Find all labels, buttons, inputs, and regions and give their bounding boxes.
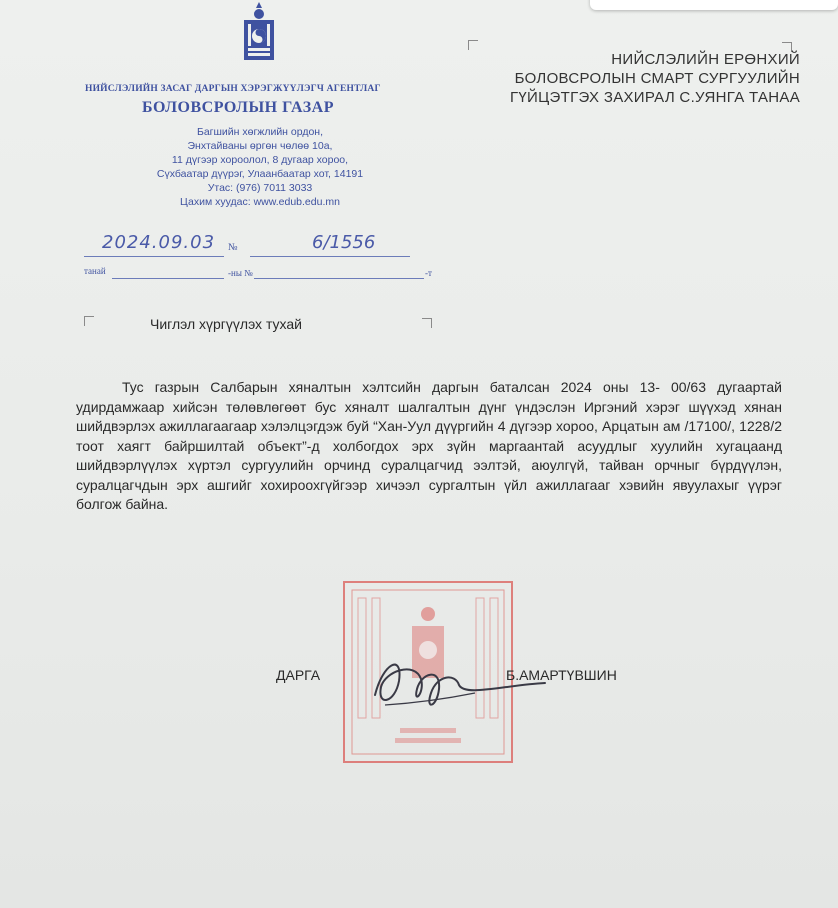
reply-date-line [112,278,224,279]
address-line: Цахим хуудас: www.edub.edu.mn [180,196,340,208]
reply-label-mid: -ны № [228,268,253,278]
address-line: Энхтайваны өргөн чөлөө 10а, [187,140,333,152]
org-address [95,125,425,209]
org-name-line2: БОЛОВСРОЛЫН ГАЗАР [142,99,334,116]
reply-number-line [254,278,424,279]
recipient-corner-mark [468,40,478,50]
recipient-line: НИЙСЛЭЛИЙН ЕРӨНХИЙ [611,51,800,68]
signatory-name: Б.АМАРТҮВШИН [506,667,617,683]
recipient-line: ГҮЙЦЭТГЭХ ЗАХИРАЛ С.УЯНГА ТАНАА [509,89,800,106]
reply-label-left: танай [84,266,106,276]
subject-corner-mark [84,316,94,326]
body-paragraph: Тус газрын Салбарын хяналтын хэлтсийн даргын баталсан 2024 оны 13- 00/63 дугаартай удирдамжаар хийсэн төлөвлөгөөт бус хяналт шалгалтын дүнг үндэслэн Иргэний хэрэг шүүхэд хянан шийдвэрлэх ажиллагаагаар хэлэлцэгдэж буй “Хан-Уул дүүргийн 4 дүгээр хороо, Арцатын ам /17100/, 1228/2 тоот хаягт байршилтай объект”-д холбогдох эрх зүйн маргаантай асуудлыг хуулийн хугацаанд шийдвэрлүүлэх хүртэл сургуулийн орчинд суралцагчид ээлтэй, аюулгүй, тайван орчныг бүрдүүлэн, суралцагчдын эрх ашгийг хохироохгүйгээр хичээл сургалтын үйл ажиллагааг хэвийн явуулахыг үүрэг болгож байна. [76,379,782,512]
number-line [250,256,410,257]
recipient-block [440,50,800,107]
signatory-title: ДАРГА [276,667,321,683]
recipient-line: БОЛОВСРОЛЫН СМАРТ СУРГУУЛИЙН [514,70,800,87]
address-line: Сүхбаатар дүүрэг, Улаанбаатар хот, 14191 [156,168,364,180]
letter-number: 6/1556 [312,232,376,253]
letter-body [76,378,782,515]
reply-label-right: -т [425,268,432,278]
letter-subject: Чиглэл хүргүүлэх тухай [150,316,302,332]
org-name-line1: НИЙСЛЭЛИЙН ЗАСАГ ДАРГЫН ХЭРЭГЖҮҮЛЭГЧ АГЕНТЛАГ [85,84,381,94]
subject-corner-mark [422,318,432,328]
address-line: Утас: (976) 7011 3033 [207,182,313,194]
number-label: № [228,242,238,253]
window-edge [590,0,838,10]
date-line [84,256,224,257]
address-line: Багшийн хөгжлийн ордон, [196,126,324,138]
address-line: 11 дүгээр хороолол, 8 дугаар хороо, [171,154,349,166]
letter-date: 2024.09.03 [102,232,216,253]
state-emblem-icon [240,0,278,64]
